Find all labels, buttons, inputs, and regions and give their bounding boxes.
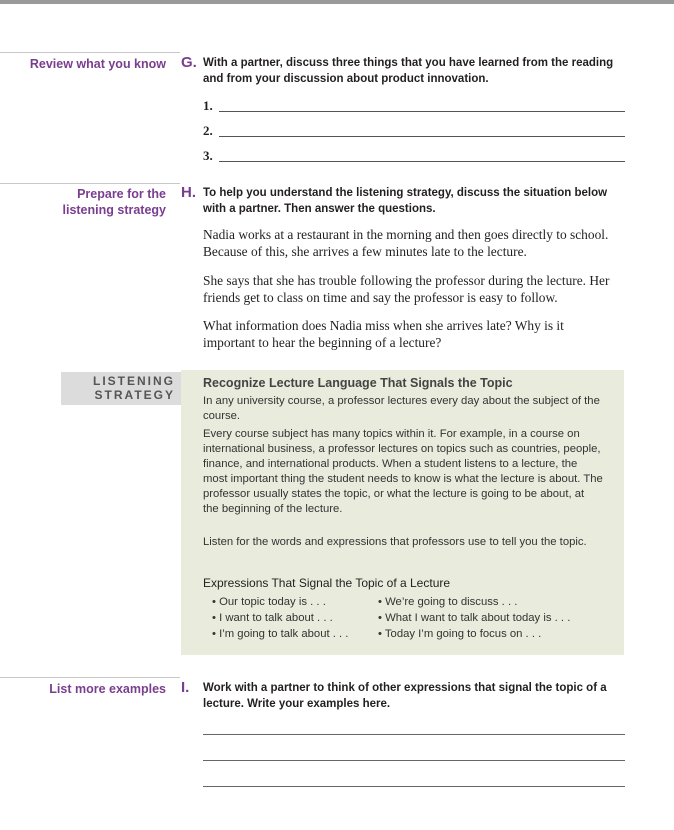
side-label-prepare [0,186,166,218]
write-line[interactable] [203,760,625,761]
exercise-letter-g: G. [181,54,197,71]
section-divider [0,52,180,53]
side-label-review: Review what you know [29,57,166,71]
top-bar [0,0,674,4]
side-label-line: Prepare for the [77,187,166,201]
section-divider [0,677,180,678]
expressions-title: Expressions That Signal the Topic of a Lecture [203,576,451,590]
answer-line-2[interactable] [203,123,625,139]
item-number: 3. [203,148,213,163]
exercise-g-instruction: With a partner, discuss three things that you have learned from the reading and from your discussion about product innovation. [203,57,614,85]
write-line [219,136,625,137]
listening-strategy-label [61,372,181,405]
exercise-h-instruction: To help you understand the listening strategy, discuss the situation below with a partner. Then answer the questions. [203,187,608,215]
strategy-label-line: STRATEGY [94,387,175,402]
write-line [219,111,625,112]
exercise-letter-i: I. [181,679,190,696]
exercise-i-instruction: Work with a partner to think of other expressions that signal the topic of a lecture. Write your examples here. [203,682,607,710]
item-number: 1. [203,98,213,113]
section-divider [0,183,180,184]
situation-paragraph: Nadia works at a restaurant in the morning and then goes directly to school. Because of this, she arrives a few minutes late to the lecture. [203,227,609,259]
situation-paragraph: She says that she has trouble following the professor during the lecture. Her friends get to class on time and say the professor is easy to follow. [203,273,610,305]
write-line[interactable] [203,734,625,735]
exercise-letter-h: H. [181,184,196,201]
expression-item: • We’re going to discuss . . . [378,596,518,608]
answer-line-1[interactable] [203,98,625,114]
side-label-examples: List more examples [49,682,166,696]
expression-item: • I’m going to talk about . . . [212,628,349,640]
expression-item: • What I want to talk about today is . . . [378,612,571,624]
expression-item: • I want to talk about . . . [212,612,333,624]
side-label-line: listening strategy [62,203,166,217]
question-paragraph: What information does Nadia miss when she arrives late? Why is it important to hear the beginning of a lecture? [203,318,564,350]
item-number: 2. [203,123,213,138]
write-line[interactable] [203,786,625,787]
expression-item: • Our topic today is . . . [212,596,326,608]
strategy-paragraph: In any university course, a professor lectures every day about the subject of the course. [203,395,600,422]
write-line [219,161,625,162]
strategy-paragraph: Every course subject has many topics within it. For example, in a course on international business, a professor lectures on topics such as countries, people, finance, and international products. When a student listens to a lecture, the most important thing the student needs to know is what the lecture is about. The professor usually states the topic, or what the lecture is going to be about, at the beginning of the lecture. [203,428,603,515]
strategy-label-line: LISTENING [92,374,175,388]
expression-item: • Today I’m going to focus on . . . [378,628,542,640]
strategy-title: Recognize Lecture Language That Signals the Topic [203,376,513,390]
answer-line-3[interactable] [203,148,625,164]
strategy-paragraph: Listen for the words and expressions that professors use to tell you the topic. [203,536,587,548]
